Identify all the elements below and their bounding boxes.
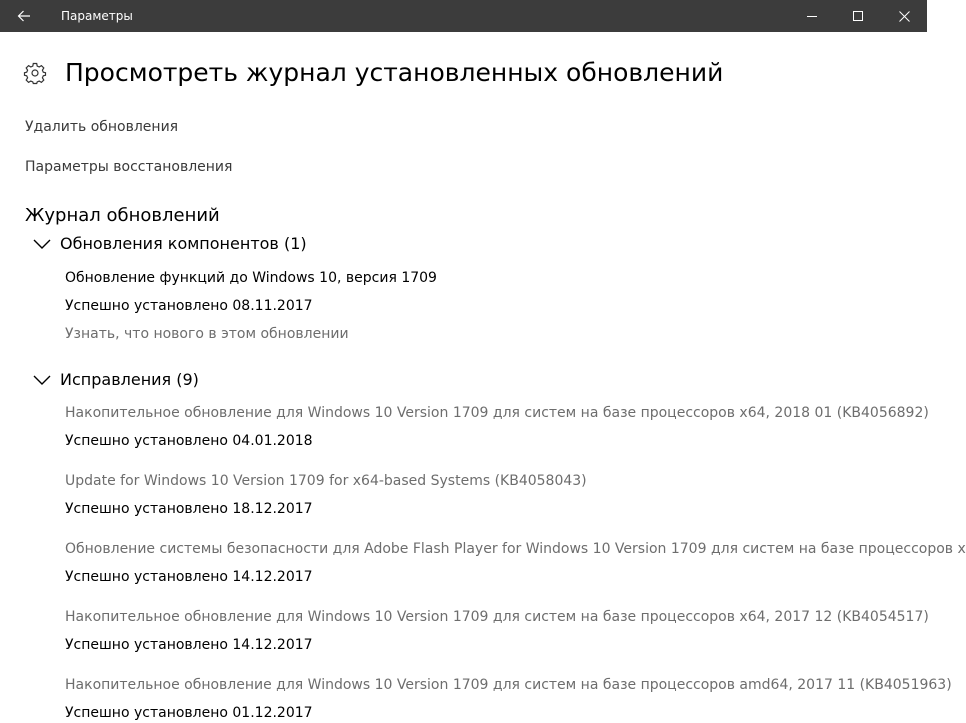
update-history-heading: Журнал обновлений bbox=[25, 205, 220, 226]
update-status: Успешно установлено 04.01.2018 bbox=[65, 433, 313, 449]
page-title: Просмотреть журнал установленных обновлений bbox=[65, 58, 724, 87]
update-status: Успешно установлено 01.12.2017 bbox=[65, 705, 313, 721]
title-bar bbox=[0, 0, 927, 32]
quality-updates-label: Исправления (9) bbox=[60, 370, 199, 389]
whats-new-link[interactable]: Узнать, что нового в этом обновлении bbox=[65, 326, 349, 342]
back-button[interactable] bbox=[0, 0, 48, 32]
gear-icon bbox=[24, 62, 46, 84]
content-area bbox=[0, 32, 966, 721]
close-button[interactable] bbox=[881, 0, 927, 32]
back-arrow-icon bbox=[17, 10, 31, 22]
feature-updates-label: Обновления компонентов (1) bbox=[60, 234, 307, 253]
update-status: Успешно установлено 18.12.2017 bbox=[65, 501, 313, 517]
update-status: Успешно установлено 14.12.2017 bbox=[65, 569, 313, 585]
recovery-options-link[interactable]: Параметры восстановления bbox=[25, 159, 233, 175]
quality-updates-header[interactable] bbox=[33, 368, 199, 392]
update-status: Успешно установлено 14.12.2017 bbox=[65, 637, 313, 653]
maximize-button[interactable] bbox=[835, 0, 881, 32]
minimize-icon bbox=[807, 11, 817, 21]
update-name-link[interactable]: Обновление системы безопасности для Adobe Flash Player for Windows 10 Version 1709 для систем на базе процессоров x bbox=[65, 541, 966, 557]
update-name-link[interactable]: Накопительное обновление для Windows 10 Version 1709 для систем на базе процессоров amd64, 2017 11 (KB4051963) bbox=[65, 677, 952, 693]
feature-update-name: Обновление функций до Windows 10, версия 1709 bbox=[65, 270, 437, 286]
uninstall-updates-link[interactable]: Удалить обновления bbox=[25, 119, 179, 135]
window-title: Параметры bbox=[61, 9, 133, 23]
update-name-link[interactable]: Накопительное обновление для Windows 10 Version 1709 для систем на базе процессоров x64, 2018 01 (KB4056892) bbox=[65, 405, 929, 421]
chevron-down-icon bbox=[33, 374, 51, 386]
chevron-down-icon bbox=[33, 238, 51, 250]
close-icon bbox=[899, 11, 910, 22]
minimize-button[interactable] bbox=[789, 0, 835, 32]
update-name-link[interactable]: Update for Windows 10 Version 1709 for x64-based Systems (KB4058043) bbox=[65, 473, 587, 489]
update-name-link[interactable]: Накопительное обновление для Windows 10 Version 1709 для систем на базе процессоров x64, 2017 12 (KB4054517) bbox=[65, 609, 929, 625]
feature-updates-header[interactable] bbox=[33, 232, 307, 256]
maximize-icon bbox=[853, 11, 863, 21]
feature-update-status: Успешно установлено 08.11.2017 bbox=[65, 298, 313, 314]
